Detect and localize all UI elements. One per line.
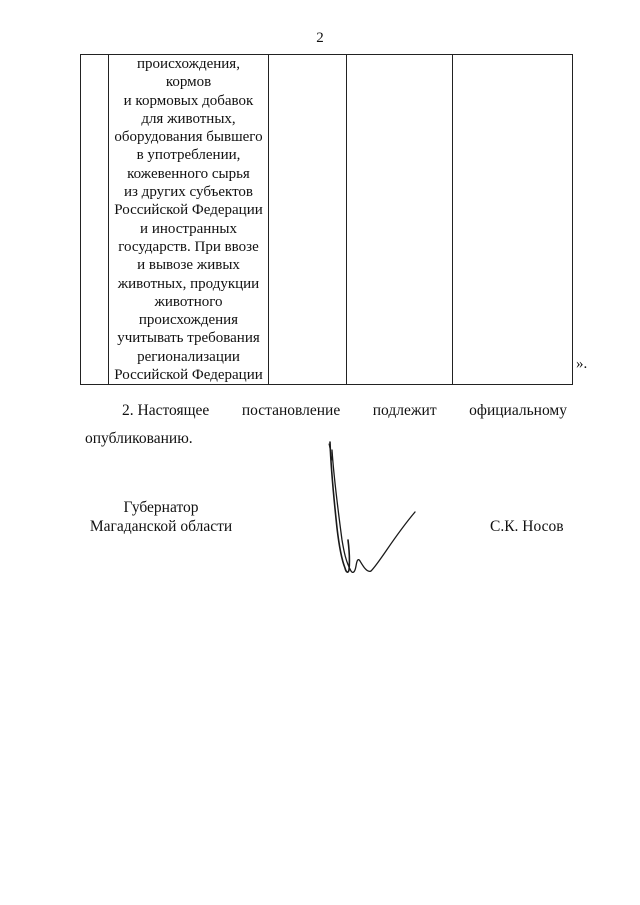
- paragraph-word: официальному: [469, 402, 567, 419]
- governor-title: [84, 498, 238, 536]
- handwritten-signature: [318, 440, 428, 585]
- table-cell-text: [109, 55, 269, 385]
- cell-line: учитывать требования: [117, 330, 260, 347]
- cell-line: оборудования бывшего: [114, 129, 263, 146]
- page-number: 2: [316, 30, 324, 46]
- table-cell-number: [81, 55, 109, 385]
- cell-line: в употреблении,: [136, 147, 241, 164]
- cell-line: Российской Федерации: [114, 367, 263, 384]
- closing-quote: ».: [576, 356, 588, 372]
- governor-name: С.К. Носов: [490, 518, 564, 535]
- cell-line: кожевенного сырья: [127, 165, 250, 182]
- paragraph-word: 2. Настоящее: [122, 402, 210, 419]
- table-cell-empty: [453, 55, 573, 385]
- cell-line: животного: [154, 293, 223, 310]
- cell-line: кормов: [165, 74, 212, 91]
- table-cell-empty: [269, 55, 347, 385]
- paragraph-continuation: опубликованию.: [85, 430, 193, 447]
- cell-line: и вывозе живых: [137, 257, 240, 274]
- cell-line: для животных,: [141, 110, 236, 127]
- continued-table: [80, 54, 573, 385]
- table-cell-empty: [347, 55, 453, 385]
- cell-line: Российской Федерации: [114, 202, 263, 219]
- cell-line: и кормовых добавок: [123, 92, 254, 109]
- paragraph-word: постановление: [241, 402, 341, 419]
- cell-line: регионализации: [137, 348, 240, 365]
- cell-line: животных, продукции: [117, 275, 260, 292]
- cell-line: происхождения: [138, 312, 239, 329]
- governor-title-line: Губернатор: [123, 499, 199, 516]
- paragraph-word: подлежит: [372, 402, 437, 419]
- cell-line: из других субъектов: [123, 184, 254, 201]
- cell-line: государств. При ввозе: [118, 238, 259, 255]
- cell-line: происхождения,: [137, 56, 240, 72]
- cell-line: и иностранных: [140, 220, 237, 237]
- resolution-paragraph: [85, 397, 567, 425]
- governor-title-line: Магаданской области: [89, 518, 233, 535]
- table-row: [81, 55, 573, 385]
